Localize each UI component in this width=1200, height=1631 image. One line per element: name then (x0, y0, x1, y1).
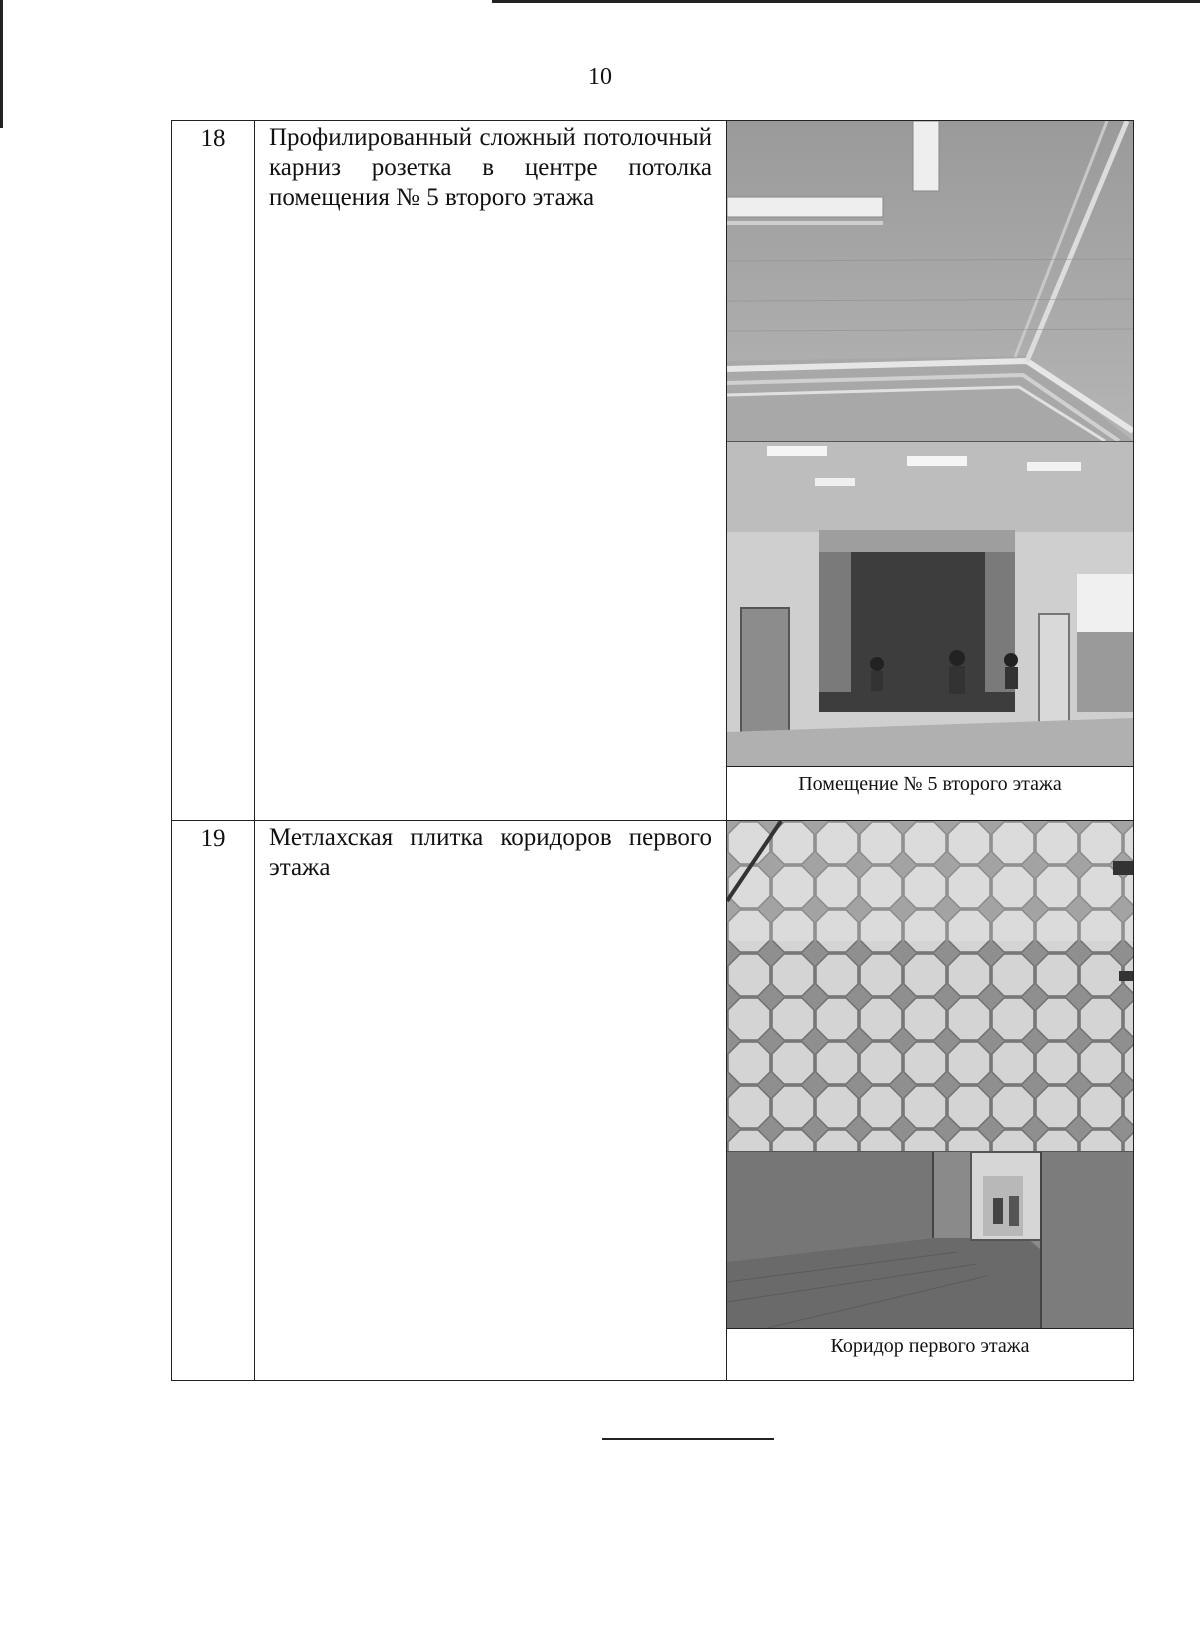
tile-floor-photo (727, 821, 1133, 1152)
photo-caption: Коридор первого этажа (830, 1335, 1030, 1357)
corridor-photo (727, 1152, 1133, 1329)
table-row (172, 821, 1134, 1381)
page-number: 10 (588, 64, 612, 90)
end-of-document-rule (602, 1438, 774, 1440)
row-description: Профилированный сложный потолочный карниз розетка в центре потолка помещения № 5 второго этажа (255, 121, 727, 821)
scan-border-top (492, 0, 1200, 3)
scan-border-left (0, 0, 3, 128)
row-description: Метлахская плитка коридоров первого этажа (255, 821, 727, 1381)
table-row (172, 121, 1134, 821)
photo-cell (727, 121, 1134, 821)
row-number: 19 (172, 821, 255, 1381)
ceiling-cornice-photo (727, 121, 1133, 442)
row-number: 18 (172, 121, 255, 821)
hall-stage-photo (727, 442, 1133, 767)
photo-caption: Помещение № 5 второго этажа (798, 773, 1062, 795)
heritage-elements-table (171, 120, 1134, 1381)
photo-cell (727, 821, 1134, 1381)
